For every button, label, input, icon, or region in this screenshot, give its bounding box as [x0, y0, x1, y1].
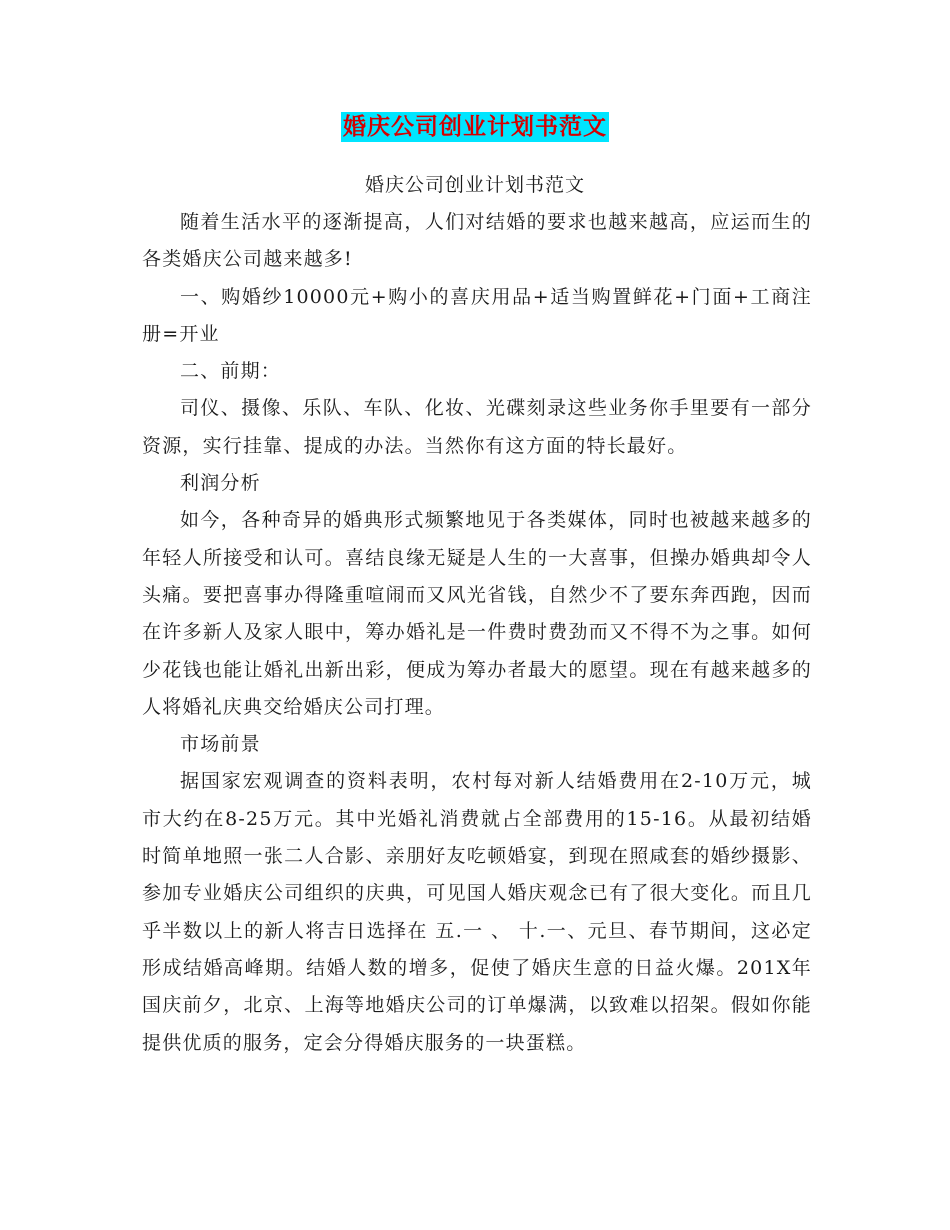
- paragraph-profit-analysis: 如今，各种奇异的婚典形式频繁地见于各类媒体，同时也被越来越多的年轻人所接受和认可。喜结良缘无疑是人生的一大喜事，但操办婚典却令人头痛。要把喜事办得隆重喧闹而又风光省钱，自然少不了要东奔西跑，因而在许多新人及家人眼中，筹办婚礼是一件费时费劲而又不得不为之事。如何少花钱也能让婚礼出新出彩，便成为筹办者最大的愿望。现在有越来越多的人将婚礼庆典交给婚庆公司打理。: [142, 509, 812, 718]
- document-body: [142, 204, 812, 1062]
- paragraph-resources: 司仪、摄像、乐队、车队、化妆、光碟刻录这些业务你手里要有一部分资源，实行挂靠、提成的办法。当然你有这方面的特长最好。: [142, 397, 812, 457]
- paragraph-heading-early-stage: 二、前期：: [180, 360, 282, 383]
- document-subtitle: 婚庆公司创业计划书范文: [364, 174, 585, 196]
- paragraph-market-outlook: 据国家宏观调查的资料表明，农村每对新人结婚费用在2-10万元，城市大约在8-25万元。其中光婚礼消费就占全部费用的15-16。从最初结婚时简单地照一张二人合影、亲朋好友吃顿婚宴，到现在照咸套的婚纱摄影、参加专业婚庆公司组织的庆典，可见国人婚庆观念已有了很大变化。而且几乎半数以上的新人将吉日选择在 五.一 、 十.一、元旦、春节期间，这必定形成结婚高峰期。结婚人数的增多，促使了婚庆生意的日益火爆。201X年国庆前夕，北京、上海等地婚庆公司的订单爆满，以致难以招架。假如你能提供优质的服务，定会分得婚庆服务的一块蛋糕。: [142, 770, 812, 1054]
- document-title: 婚庆公司创业计划书范文: [343, 114, 607, 140]
- section-heading-profit-analysis: 利润分析: [180, 472, 261, 495]
- paragraph-startup-cost: 一、购婚纱10000元+购小的喜庆用品+适当购置鲜花+门面+工商注册=开业: [142, 285, 812, 345]
- title-wrap: [0, 112, 950, 142]
- section-heading-market-outlook: 市场前景: [180, 733, 261, 756]
- paragraph-intro: 随着生活水平的逐渐提高，人们对结婚的要求也越来越高，应运而生的各类婚庆公司越来越多!: [142, 211, 812, 271]
